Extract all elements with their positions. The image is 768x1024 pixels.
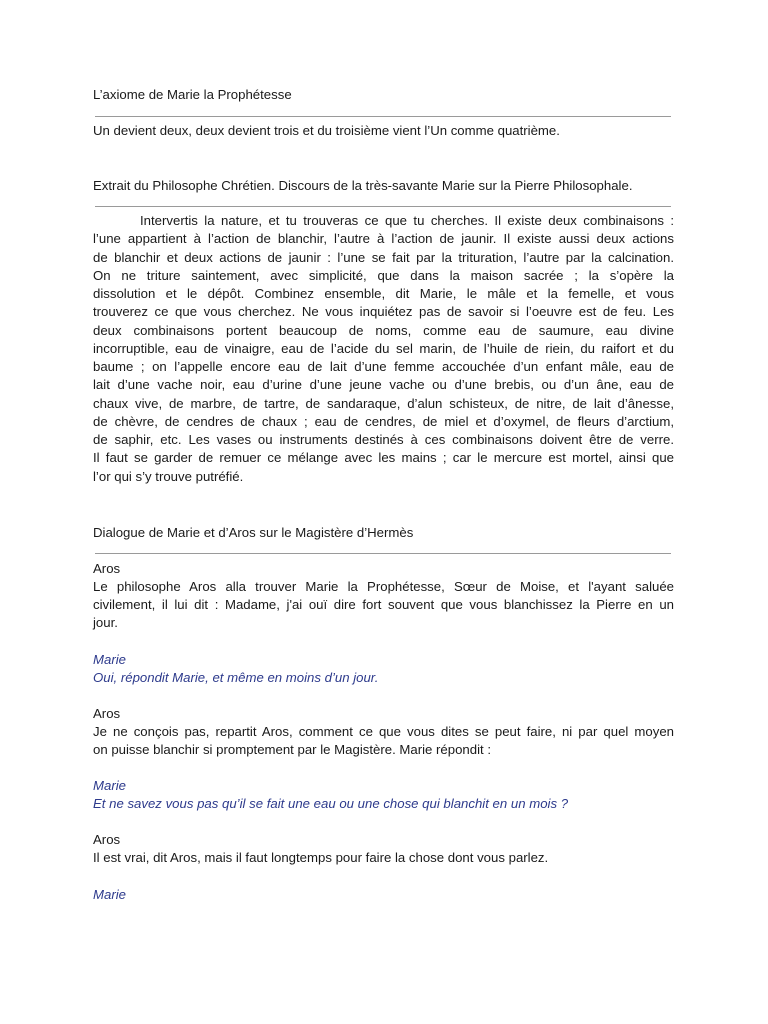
discourse-line: chaux vive, de marbre, de tartre, de sandaraque, d’alun schisteux, de nitre, de lait d’ânesse, (93, 395, 674, 411)
axiom-rule (95, 116, 671, 117)
dialogue-turn-marie (93, 886, 674, 904)
dialogue-heading: Dialogue de Marie et d’Aros sur le Magistère d’Hermès (93, 525, 414, 540)
discourse-heading-block (93, 177, 683, 195)
speech-line: Oui, répondit Marie, et même en moins d’un jour. (93, 669, 379, 685)
discourse-line: On ne triture saintement, avec simplicité, que dans la maison sacrée ; la s’opère la (93, 267, 674, 283)
discourse-heading: Extrait du Philosophe Chrétien. Discours de la très-savante Marie sur la Pierre Philosophale. (93, 178, 633, 193)
dialogue (93, 560, 674, 904)
speech-text (93, 578, 674, 633)
speech-line: civilement, il lui dit : Madame, j'ai ouï dire fort souvent que vous blanchissez la Pierre en un (93, 597, 674, 613)
speech-line: Il est vrai, dit Aros, mais il faut longtemps pour faire la chose dont vous parlez. (93, 850, 549, 866)
speech-line: Je ne conçois pas, repartit Aros, comment ce que vous dites se peut faire, ni par quel moyen (93, 723, 674, 739)
speaker-name: Marie (93, 778, 126, 794)
divider (95, 116, 671, 117)
axiom-heading: L’axiome de Marie la Prophétesse (93, 87, 292, 102)
speech-line: Le philosophe Aros alla trouver Marie la Prophétesse, Sœur de Moise, et l'ayant saluée (93, 579, 674, 594)
discourse-line: Il faut se garder de remuer ce mélange avec les mains ; car le mercure est mortel, ainsi que (93, 450, 674, 466)
dialogue-heading-block (93, 524, 674, 542)
speaker-name: Aros (93, 832, 121, 848)
speech-text (93, 669, 674, 687)
axiom-text: Un devient deux, deux devient trois et du troisième vient l’Un comme quatrième. (93, 123, 560, 138)
dialogue-turn-aros (93, 705, 674, 759)
speaker-name: Marie (93, 651, 126, 667)
divider (95, 206, 671, 207)
discourse-text (93, 212, 674, 486)
discourse-line: l’une appartient à l’action de blanchir, l’autre à l’action de jaunir. Il existe aussi deux actions (93, 231, 674, 247)
speaker-name: Aros (93, 561, 121, 576)
discourse-paragraph (93, 212, 674, 486)
discourse-line: dissolution et le dépôt. Combinez ensemble, dit Marie, le mâle et la femelle, et vous (93, 286, 674, 301)
dialogue-turn-aros (93, 560, 674, 633)
dialogue-turn-aros (93, 831, 674, 867)
discourse-line: baume ; on l’appelle encore eau de lait d’une femme accouchée d’un enfant mâle, eau de (93, 359, 674, 374)
speech-line: jour. (93, 615, 118, 631)
dialogue-turn-marie (93, 777, 674, 813)
discourse-line: deux combinaisons portent beaucoup de noms, comme eau de saumure, eau divine (93, 322, 674, 338)
speech-line: on puisse blanchir si promptement par le Magistère. Marie répondit : (93, 742, 492, 758)
speech-text (93, 795, 674, 813)
axiom-section (93, 86, 674, 104)
speech-text (93, 849, 674, 867)
discourse-line: trouverez ce que vous cherchez. Ne vous inquiétez pas de savoir si l’oeuvre est de feu. Les (93, 304, 674, 320)
dialogue-turn-marie (93, 651, 674, 687)
divider (95, 553, 671, 554)
discourse-line: de chèvre, de cendres de chaux ; eau de cendres, de miel et d’oxymel, de fleurs d’arctium, (93, 413, 674, 429)
discourse-rule (95, 206, 671, 207)
discourse-line: l’or qui s’y trouve putréfié. (93, 468, 244, 484)
axiom-text-block (93, 122, 674, 140)
discourse-line: incorruptible, eau de vinaigre, eau de l’acide du sel marin, de l’huile de riein, du raifort et du (93, 340, 674, 356)
discourse-line: Intervertis la nature, et tu trouveras ce que tu cherches. Il existe deux combinaisons : (140, 213, 674, 228)
discourse-line: de saphir, etc. Les vases ou instruments destinés à ces combinaisons doivent être de verre. (93, 432, 674, 447)
speaker-name: Marie (93, 886, 126, 902)
discourse-line: de blanchir et deux actions de jaunir : l’une se fait par la trituration, l’autre par la calcination. (93, 249, 674, 265)
dialogue-rule (95, 553, 671, 554)
speech-line: Et ne savez vous pas qu’il se fait une eau ou une chose qui blanchit en un mois ? (93, 796, 569, 812)
speaker-name: Aros (93, 705, 121, 721)
discourse-line: lait d’une vache noir, eau d’urine d’une jeune vache ou d’une brebis, ou d’un âne, eau de (93, 377, 674, 393)
speech-text (93, 723, 674, 759)
